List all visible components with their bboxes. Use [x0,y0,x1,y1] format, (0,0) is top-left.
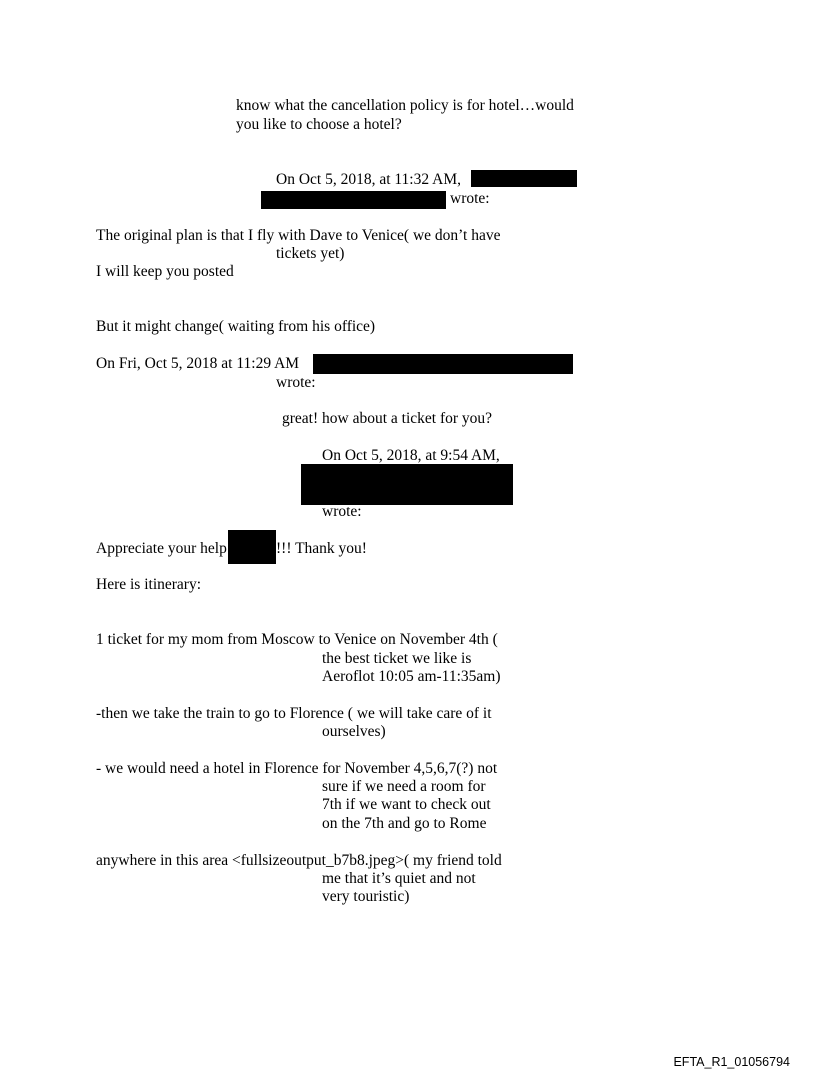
text-line: very touristic) [322,888,410,905]
text-line: anywhere in this area <fullsizeoutput_b7b8.jpeg>( my friend told [96,852,502,869]
text-line: - we would need a hotel in Florence for November 4,5,6,7(?) not [96,760,498,777]
redaction-box [228,530,276,564]
redaction-box [313,354,573,374]
email-header-line: On Oct 5, 2018, at 11:32 AM, [276,171,461,188]
text-line: on the 7th and go to Rome [322,815,487,832]
text-line: sure if we need a room for [322,778,486,795]
text-line: I will keep you posted [96,263,234,280]
text-line: 7th if we want to check out [322,796,491,813]
redaction-box [301,464,513,505]
text-line: -then we take the train to go to Florence ( we will take care of it [96,705,492,722]
email-header-line: On Fri, Oct 5, 2018 at 11:29 AM [96,355,300,372]
text-line: !!! Thank you! [276,540,367,557]
text-line: But it might change( waiting from his office) [96,318,376,335]
text-line: you like to choose a hotel? [236,116,402,133]
email-header-line: wrote: [322,503,362,520]
email-header-line: On Oct 5, 2018, at 9:54 AM, [322,447,500,464]
text-line: Aeroflot 10:05 am-11:35am) [322,668,501,685]
text-line: great! how about a ticket for you? [282,410,493,427]
text-line: the best ticket we like is [322,650,472,667]
text-line: know what the cancellation policy is for hotel…would [236,97,574,114]
email-header-line: wrote: [276,374,316,391]
text-line: me that it’s quiet and not [322,870,476,887]
text-line: 1 ticket for my mom from Moscow to Venice on November 4th ( [96,631,498,648]
document-id-footer: EFTA_R1_01056794 [673,1055,790,1069]
redaction-box [471,170,577,187]
email-header-line: wrote: [450,190,490,207]
text-line: Appreciate your help [96,540,227,557]
text-line: ourselves) [322,723,386,740]
text-line: The original plan is that I fly with Dave to Venice( we don’t have [96,227,501,244]
text-line: Here is itinerary: [96,576,202,593]
text-line: tickets yet) [276,245,345,262]
redaction-box [261,191,446,209]
